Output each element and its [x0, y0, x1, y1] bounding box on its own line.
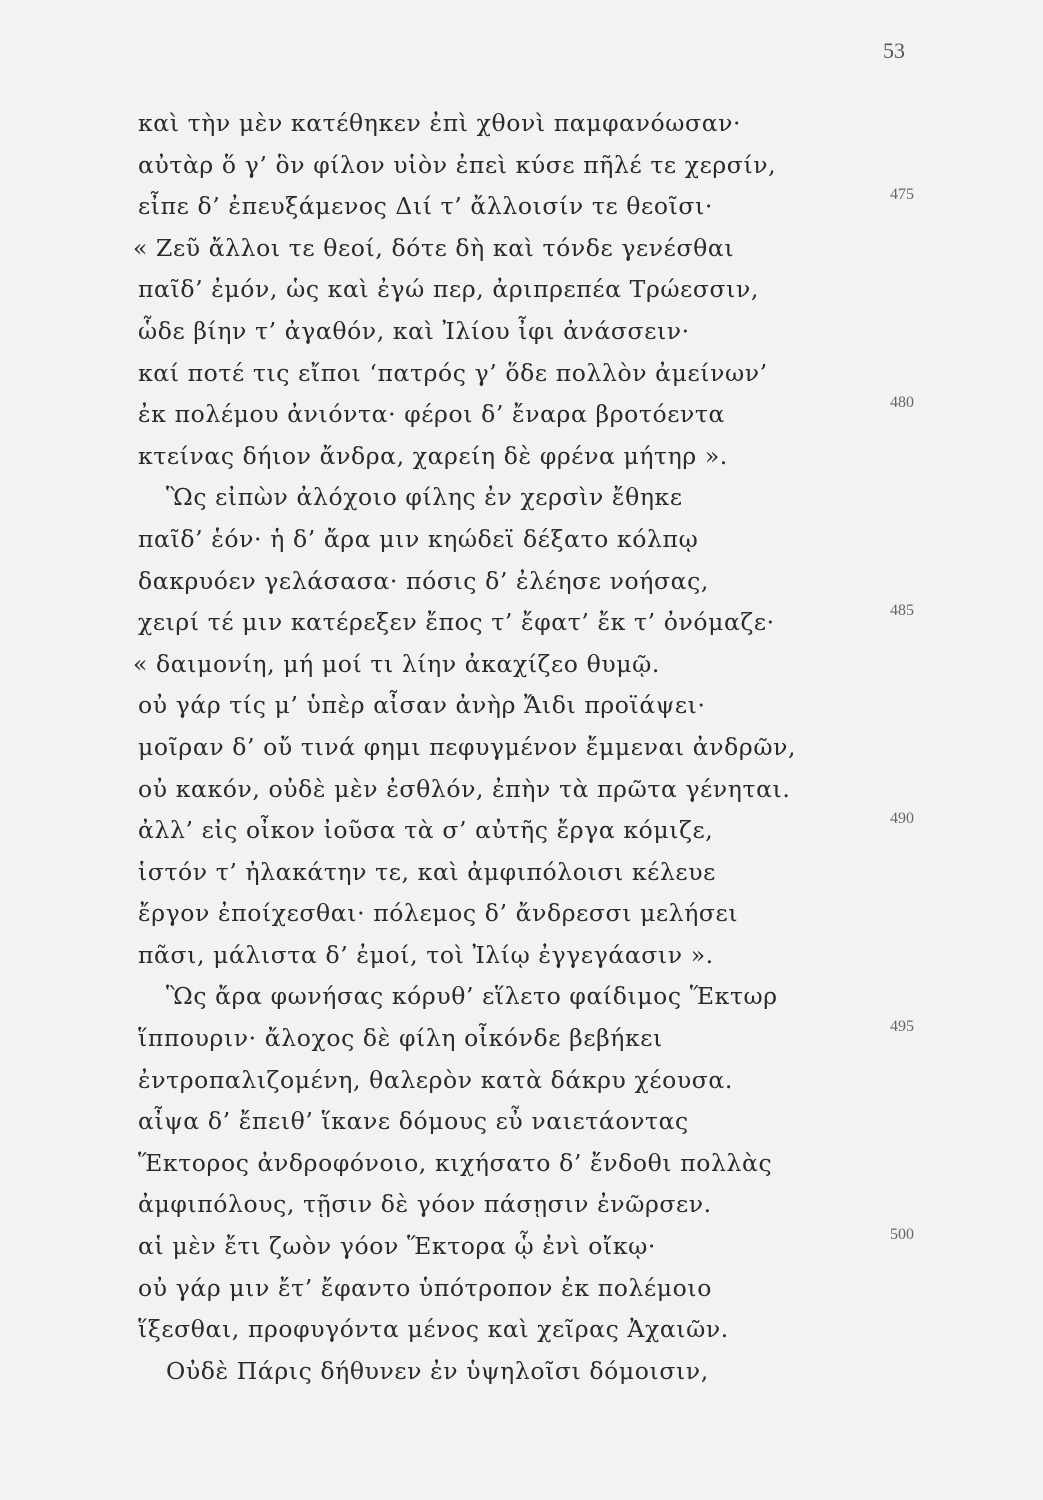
verse-text: Ὣς ἄρα φωνήσας κόρυθ’ εἵλετο φαίδιμος Ἕκτωρ: [166, 982, 778, 1011]
verse-text: ἀλλ’ εἰς οἶκον ἰοῦσα τὰ σ’ αὐτῆς ἔργα κόμιζε,: [138, 816, 714, 845]
verse-text: καί ποτέ τις εἴποι ‘πατρός γ’ ὅδε πολλὸν ἀμείνων’: [138, 358, 768, 387]
verse-line: [0, 727, 1043, 769]
verse-line: [0, 145, 1043, 187]
page-number: 53: [883, 38, 905, 63]
verse-text: παῖδ’ ἐμόν, ὡς καὶ ἐγώ περ, ἀριπρεπέα Τρώεσσιν,: [138, 275, 759, 304]
verse-line: [0, 1018, 1043, 1060]
verse-text: ἀμφιπόλους, τῇσιν δὲ γόον πάσῃσιν ἐνῶρσεν.: [138, 1190, 712, 1219]
line-number: 490: [890, 810, 914, 828]
verse-line: [0, 311, 1043, 353]
verse-line: [0, 810, 1043, 852]
verse-text: χειρί τέ μιν κατέρεξεν ἔπος τ’ ἔφατ’ ἔκ τ’ ὀνόμαζε·: [138, 608, 775, 637]
verse-text: ἐντροπαλιζομένη, θαλερὸν κατὰ δάκρυ χέουσα.: [138, 1065, 733, 1094]
line-number: 485: [890, 602, 914, 620]
verse-line: [0, 228, 1043, 270]
line-number: 480: [890, 394, 914, 412]
verse-text: δακρυόεν γελάσασα· πόσις δ’ ἐλέησε νοήσας,: [138, 566, 709, 595]
verse-line: [0, 685, 1043, 727]
verse-text: ὧδε βίην τ’ ἀγαθόν, καὶ Ἰλίου ἶφι ἀνάσσειν·: [138, 316, 690, 345]
verse-line: [0, 269, 1043, 311]
verse-text: κτείνας δήιον ἄνδρα, χαρείη δὲ φρένα μήτηρ ».: [138, 441, 728, 470]
verse-text: αἱ μὲν ἔτι ζωὸν γόον Ἕκτορα ᾧ ἐνὶ οἴκῳ·: [138, 1232, 656, 1261]
line-number: 475: [890, 186, 914, 204]
verse-text: Οὐδὲ Πάρις δήθυνεν ἐν ὑψηλοῖσι δόμοισιν,: [166, 1356, 709, 1385]
verse-text: αἶψα δ’ ἔπειθ’ ἵκανε δόμους εὖ ναιετάοντας: [138, 1107, 689, 1136]
verse-text: οὐ γάρ μιν ἔτ’ ἔφαντο ὑπότροπον ἐκ πολέμοιο: [138, 1273, 712, 1302]
verse-line: [0, 935, 1043, 977]
verse-text: ἵππουριν· ἄλοχος δὲ φίλη οἶκόνδε βεβήκει: [138, 1024, 663, 1053]
verse-line: [0, 1226, 1043, 1268]
verse-text: οὐ γάρ τίς μ’ ὑπὲρ αἶσαν ἀνὴρ Ἄιδι προϊάψει·: [138, 691, 706, 720]
verse-line: [0, 769, 1043, 811]
verse-text: αὐτὰρ ὅ γ’ ὃν φίλον υἱὸν ἐπεὶ κύσε πῆλέ τε χερσίν,: [138, 150, 777, 179]
verse-line: [0, 436, 1043, 478]
verse-text: « Ζεῦ ἄλλοι τε θεοί, δότε δὴ καὶ τόνδε γενέσθαι: [133, 233, 735, 262]
verse-line: [0, 1143, 1043, 1185]
verse-line: [0, 602, 1043, 644]
verse-line: [0, 561, 1043, 603]
verse-text: Ὣς εἰπὼν ἀλόχοιο φίλης ἐν χερσὶν ἔθηκε: [166, 483, 683, 512]
verse-line: [0, 1101, 1043, 1143]
verse-line: [0, 1309, 1043, 1351]
verse-line: [0, 1351, 1043, 1393]
verse-line: [0, 519, 1043, 561]
verse-line: [0, 1268, 1043, 1310]
verse-text: « δαιμονίη, μή μοί τι λίην ἀκαχίζεο θυμῷ.: [133, 649, 660, 678]
verse-text: ἱστόν τ’ ἠλακάτην τε, καὶ ἀμφιπόλοισι κέλευε: [138, 857, 716, 886]
verse-text: καὶ τὴν μὲν κατέθηκεν ἐπὶ χθονὶ παμφανόωσαν·: [138, 109, 742, 137]
verse-line: [0, 852, 1043, 894]
line-number: 495: [890, 1018, 914, 1036]
verse-line: [0, 477, 1043, 519]
verse-text: Ἕκτορος ἀνδροφόνοιο, κιχήσατο δ’ ἔνδοθι πολλὰς: [138, 1148, 773, 1177]
verse-text: παῖδ’ ἑόν· ἡ δ’ ἄρα μιν κηώδεϊ δέξατο κόλπῳ: [138, 524, 699, 553]
line-number: 500: [890, 1226, 914, 1244]
verse-text: εἶπε δ’ ἐπευξάμενος Διί τ’ ἄλλοισίν τε θεοῖσι·: [138, 192, 713, 221]
verse-text: μοῖραν δ’ οὔ τινά φημι πεφυγμένον ἔμμεναι ἀνδρῶν,: [138, 732, 797, 761]
verse-line: [0, 644, 1043, 686]
verse-line: [0, 1060, 1043, 1102]
verse-line: [0, 893, 1043, 935]
verse-line: [0, 186, 1043, 228]
verse-line: [0, 976, 1043, 1018]
verse-line: [0, 394, 1043, 436]
verse-text: οὐ κακόν, οὐδὲ μὲν ἐσθλόν, ἐπὴν τὰ πρῶτα γένηται.: [138, 774, 791, 803]
verse-block: [0, 103, 1043, 1392]
verse-text: πᾶσι, μάλιστα δ’ ἐμοί, τοὶ Ἰλίῳ ἐγγεγάασιν ».: [138, 940, 714, 969]
verse-text: ἔργον ἐποίχεσθαι· πόλεμος δ’ ἄνδρεσσι μελήσει: [138, 899, 739, 928]
verse-line: [0, 1184, 1043, 1226]
verse-text: ἵξεσθαι, προφυγόντα μένος καὶ χεῖρας Ἀχαιῶν.: [138, 1315, 729, 1344]
verse-text: ἐκ πολέμου ἀνιόντα· φέροι δ’ ἔναρα βροτόεντα: [138, 400, 725, 429]
verse-line: [0, 353, 1043, 395]
verse-line: [0, 103, 1043, 145]
